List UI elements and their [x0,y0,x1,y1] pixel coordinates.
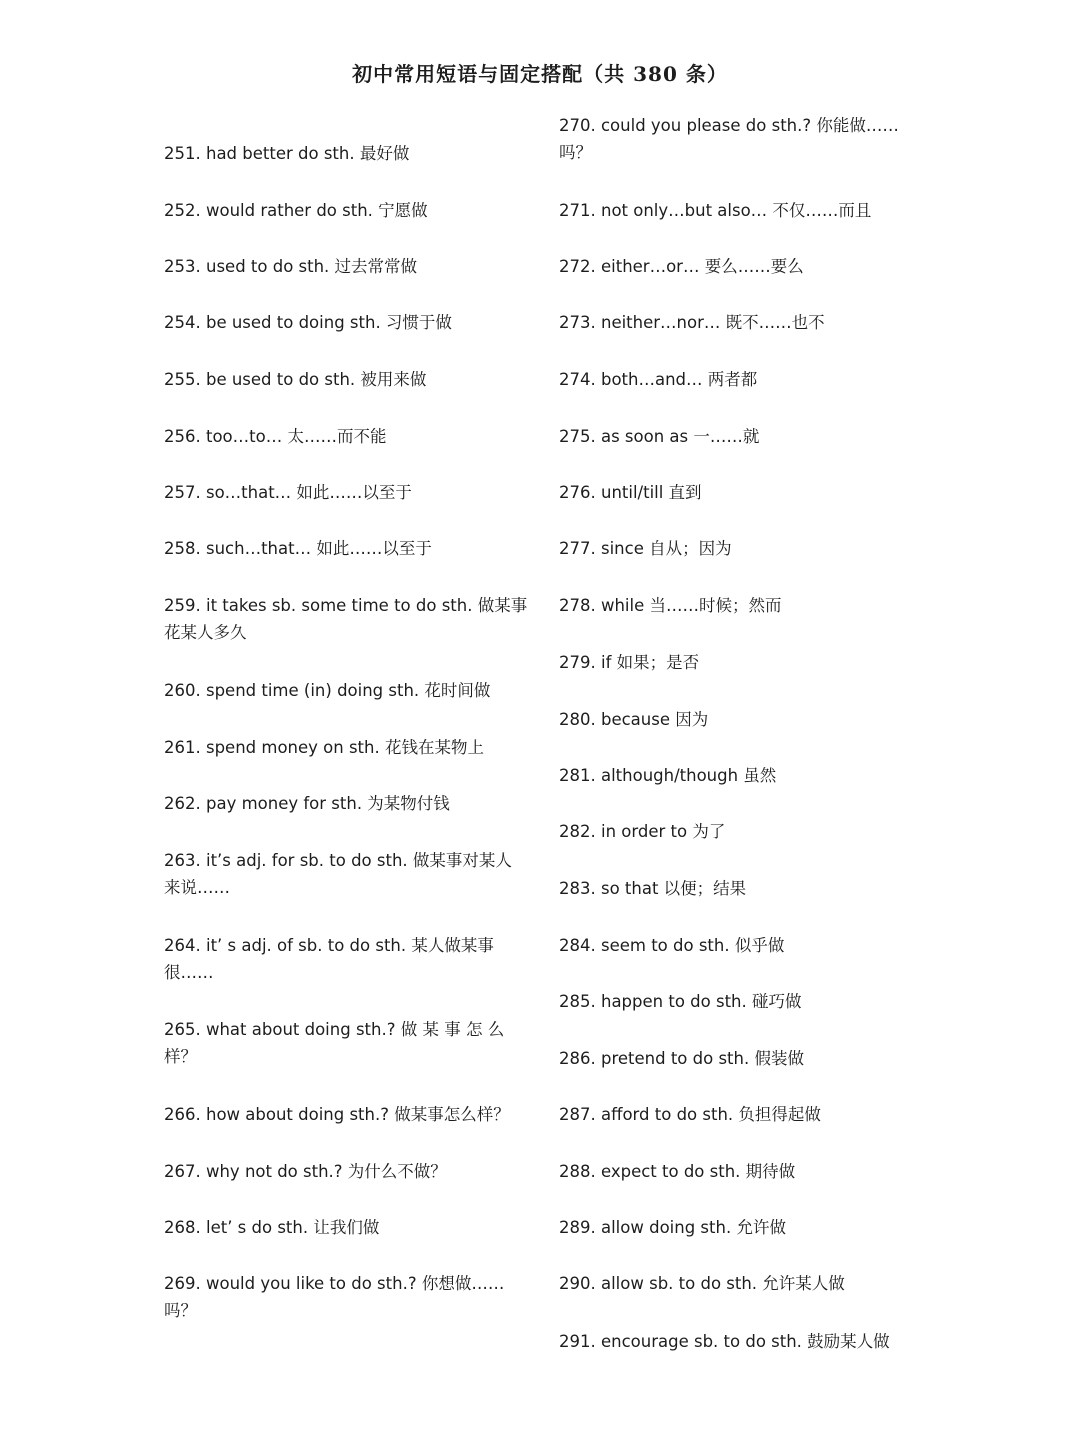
entry-text: 276. until/till 直到 [559,483,702,502]
entry-text: 255. be used to do sth. 被用来做 [164,370,427,389]
entry-text: 288. expect to do sth. 期待做 [559,1162,796,1181]
entry-text: 251. had better do sth. 最好做 [164,144,410,163]
list-item [559,535,919,562]
entry-text: 269. would you like to do sth.? 你想做…… [164,1274,505,1293]
list-item [164,479,524,506]
entry-text: 268. let’ s do sth. 让我们做 [164,1218,380,1237]
entry-text: 273. neither…nor… 既不……也不 [559,313,825,332]
entry-text: 285. happen to do sth. 碰巧做 [559,992,802,1011]
entry-text: 261. spend money on sth. 花钱在某物上 [164,738,484,757]
list-item [559,762,919,789]
entry-text: 287. afford to do sth. 负担得起做 [559,1105,821,1124]
entry-text-cont: 吗？ [559,143,592,162]
entry-text-cont: 很…… [164,963,214,982]
list-item [559,818,919,845]
entry-text: 264. it’ s adj. of sb. to do sth. 某人做某事 [164,936,494,955]
list-item [164,734,524,761]
list-item [559,875,919,902]
entry-text: 283. so that 以便；结果 [559,879,747,898]
list-item [559,932,919,959]
list-item [559,649,919,676]
entry-text: 284. seem to do sth. 似乎做 [559,936,785,955]
entry-text: 281. although/though 虽然 [559,766,777,785]
list-item [164,847,524,901]
list-item [559,479,919,506]
entry-text-cont: 吗？ [164,1301,197,1320]
list-item [559,1270,919,1297]
page-title: 初中常用短语与固定搭配（共 380 条） [352,62,728,86]
entry-text-cont: 样？ [164,1047,197,1066]
entry-text: 256. too…to… 太……而不能 [164,427,387,446]
entry-text: 252. would rather do sth. 宁愿做 [164,201,428,220]
list-item [164,1158,524,1185]
entry-text: 290. allow sb. to do sth. 允许某人做 [559,1274,845,1293]
entry-text: 262. pay money for sth. 为某物付钱 [164,794,450,813]
entry-text: 286. pretend to do sth. 假装做 [559,1049,804,1068]
list-item [164,1214,524,1241]
list-item [164,790,524,817]
entry-text: 259. it takes sb. some time to do sth. 做某事 [164,596,528,615]
entry-text: 265. what about doing sth.? 做 某 事 怎 么 [164,1020,505,1039]
list-item [164,366,524,393]
entry-text: 279. if 如果；是否 [559,653,700,672]
list-item [559,253,919,280]
list-item [164,253,524,280]
entry-text: 280. because 因为 [559,710,709,729]
list-item [164,423,524,450]
list-item [559,1101,919,1128]
entry-text: 267. why not do sth.? 为什么不做？ [164,1162,447,1181]
list-item [164,535,524,562]
list-item [164,932,524,986]
entry-text: 266. how about doing sth.? 做某事怎么样？ [164,1105,510,1124]
list-item [559,592,919,619]
list-item [559,112,919,166]
entry-text: 258. such…that… 如此……以至于 [164,539,432,558]
list-item [164,1016,524,1070]
list-item [164,1270,524,1324]
entry-text: 253. used to do sth. 过去常常做 [164,257,418,276]
entry-text: 272. either…or… 要么……要么 [559,257,804,276]
list-item [164,677,524,704]
list-item [559,1158,919,1185]
entry-text: 289. allow doing sth. 允许做 [559,1218,786,1237]
entry-text-cont: 来说…… [164,878,230,897]
entry-text: 263. it’s adj. for sb. to do sth. 做某事对某人 [164,851,512,870]
list-item [559,366,919,393]
entry-text: 271. not only…but also… 不仅……而且 [559,201,872,220]
entry-text: 257. so…that… 如此……以至于 [164,483,412,502]
list-item [559,197,919,224]
list-item [559,1328,919,1355]
list-item [164,197,524,224]
entry-text: 270. could you please do sth.? 你能做…… [559,116,899,135]
list-item [559,1214,919,1241]
entry-text: 291. encourage sb. to do sth. 鼓励某人做 [559,1332,890,1351]
entry-text: 254. be used to doing sth. 习惯于做 [164,313,452,332]
list-item [164,309,524,336]
list-item [164,592,528,646]
list-item [164,140,524,167]
list-item [559,309,919,336]
entry-text: 277. since 自从；因为 [559,539,732,558]
entry-text-cont: 花某人多久 [164,623,247,642]
list-item [559,706,919,733]
entry-text: 278. while 当……时候；然而 [559,596,782,615]
list-item [559,1045,919,1072]
list-item [559,423,919,450]
entry-text: 274. both…and… 两者都 [559,370,758,389]
list-item [559,988,919,1015]
entry-text: 260. spend time (in) doing sth. 花时间做 [164,681,491,700]
entry-text: 275. as soon as 一……就 [559,427,760,446]
entry-text: 282. in order to 为了 [559,822,726,841]
list-item [164,1101,524,1128]
